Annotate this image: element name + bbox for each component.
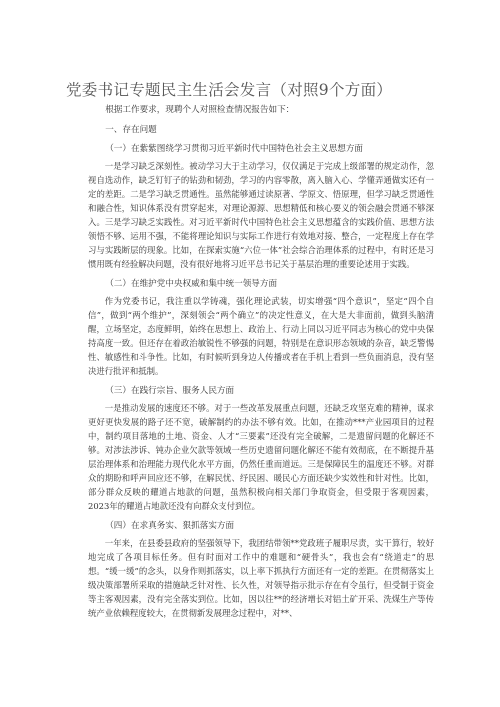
subsection-heading: （一）在紫紫图绕学习贯彻习近平新时代中国特色社会主义思想方面 <box>105 144 364 154</box>
section-heading: 一、存在问题 <box>105 125 157 135</box>
subsection-paragraph: 一年来，在县委县政府的坚强领导下，我团结带领**党政班子履职尽责，实干算行，较好地完成了各项目标任务。但有时面对工作中的难题和“硬骨头”，我也会有“绕道走”的思想。“缓一缓”的念头，以身作则抓落实，以上率下抓执行方面还有一定的差距。在贯彻落实上级决策部署所采取的措施缺乏针对性、长久性，对领导指示批示存在有令虽行，但受制于资金等主客观因素，没有完全落实到位。比如，因以往**的经济增长对铝土矿开采、洗煤生产等传统产业依赖程度较大，在贯彻新发展理念过程中，对**、 <box>88 538 434 618</box>
subsection-heading: （二）在维护党中央权威和集中统一领导方面 <box>105 279 278 289</box>
document-title: 党委书记专题民主生活会发言（对照9个方面） <box>66 81 393 99</box>
subsection-heading: （三）在践行宗旨、服务人民方面 <box>105 386 235 396</box>
intro-paragraph: 根据工作要求，现聘个人对照检查情况报告如下： <box>105 105 295 115</box>
subsection-paragraph: 一是学习缺乏深刻性。被动学习大于主动学习，仅仅满足于完成上级部署的规定动作，忽视自选动作，缺乏钉钉子的钻劲和韧劲，学习的内容零散，离入脑入心、学懂弄通做实还有一定的差距。二是学习缺乏贯通性。虽然能够通过读原著、学原文、悟原理，但学习缺乏贯通性和融合性，知识体系没有贯穿起来，对理论源源、思想精低和核心要义的领会融会贯通不够深入。三是学习缺乏实践性。对习近平新时代中国特色社会主义思想蕴含的实践价值、思想方法领悟不够、运用不强，不能将理论知识与实际工作进行有效地对接、整合，一定程度上存在学习与实践断层的现象。比如，在探索实施“六位一体”社会综合治理体系的过程中，有时还是习惯用既有经验解决问题，没有很好地将习近平总书记关于基层治理的重要论述用于实践。 <box>88 161 434 269</box>
subsection-heading: （四）在求真务实、狠抓落实方面 <box>105 521 235 531</box>
subsection-paragraph: 作为党委书记，我注重以学铸魂，强化理论武装，切实增强“四个意识”，坚定“四个自信”，做到“两个维护”，深刻领会“两个确立”的决定性意义，在大是大非面前，做到头脑清醒，立场坚定，态度鲜明，始终在思想上、政治上、行动上同以习近平同志为核心的党中央保持高度一致。但还存在着政治敏锐性不够强的问题，特别是在意识形态领域的杂音，缺乏警惕性、敏感性和斗争性。比如，有时候听到身边人传播或者在手机上看到一些负面消息，没有坚决进行批评和抵制。 <box>88 296 434 376</box>
subsection-paragraph: 一是推动发展的速度还不够。对于一些改革发展重点问题，还缺乏攻坚克难的精神，谋求更好更快发展的路子还不宽，破解制约的办法不够有效。比如，在推动***产业园项目的过程中，制约项目落地的土地、资金、人才“三要素”还没有完全破解，二是遗留问题的化解还不够。对涉法涉诉、钝办企业欠款等领域一些历史遗留问题化解还不能有效彻底，在不断提升基层治理体系和治理能力现代化水平方面，仍然任重而道远。三是保障民生的温度还不够。对群众的期盼和呼声回应还不够，在解民忧、纾民困、暖民心方面还缺少实效性和针对性。比如，部分群众反映的耀道占地款的问题，虽然积极向相关部门争取资金，但受限于客观因素，2023年的耀道占地款还没有向群众支付到位。 <box>88 403 434 511</box>
document-body <box>88 103 434 626</box>
